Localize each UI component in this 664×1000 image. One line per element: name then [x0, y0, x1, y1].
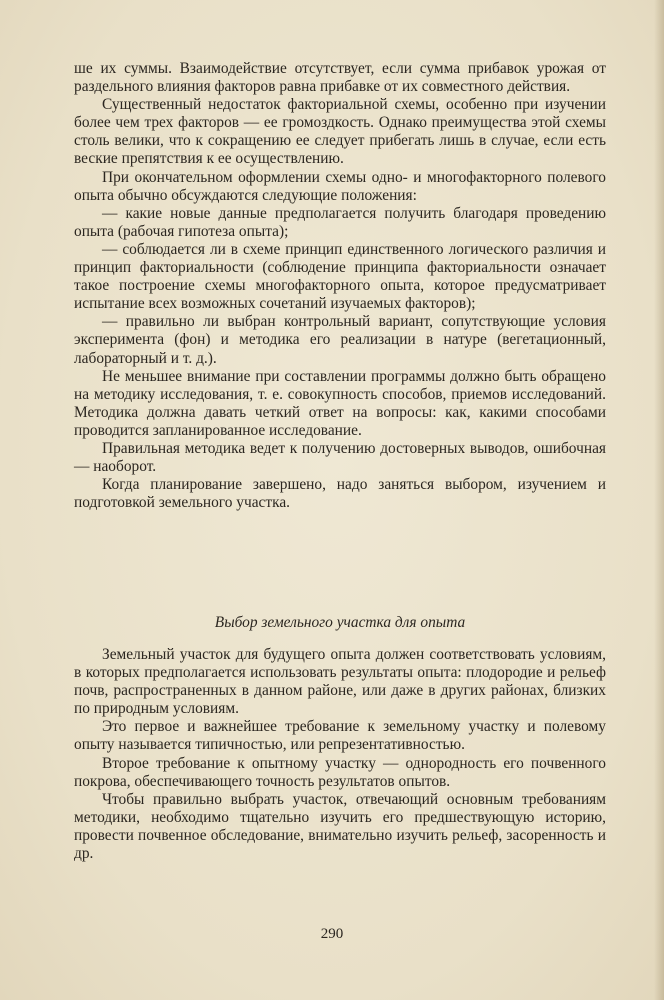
page-edge-shadow: [654, 0, 664, 1000]
list-item: — правильно ли выбран контрольный вариант, сопутствующие условия эксперимента (фон) и методика его реализации в натуре (вегетационный, лабораторный и т. д.).: [74, 313, 606, 367]
paragraph: Это первое и важнейшее требование к земельному участку и полевому опыту называется типичностью, или репрезентативностью.: [74, 718, 606, 754]
paragraph: Не меньшее внимание при составлении программы должно быть обращено на методику исследования, т. е. совокупность способов, приемов исследований. Методика должна давать четкий ответ на вопросы: как, какими способами проводится запланированное исследование.: [74, 367, 606, 439]
page-number: 290: [320, 926, 344, 942]
paragraph: Второе требование к опытному участку — однородность его почвенного покрова, обеспечивающего точность результатов опытов.: [74, 754, 606, 790]
paragraph: Существенный недостаток факториальной схемы, особенно при изучении более чем трех факторов — ее громоздкость. Однако преимущества этой схемы столь велики, что к сокращению ее следует прибегать лишь в случае, если есть веские препятствия к ее осуществлению.: [74, 96, 606, 168]
paragraph: ше их суммы. Взаимодействие отсутствует, если сумма прибавок урожая от раздельного влияния факторов равна прибавке от их совместного действия.: [74, 60, 606, 96]
list-item: — какие новые данные предполагается получить благодаря проведению опыта (рабочая гипотеза опыта);: [74, 204, 606, 240]
paragraph: Земельный участок для будущего опыта должен соответствовать условиям, в которых предполагается использовать результаты опыта: плодородие и рельеф почв, распространенных в данном районе, или даже в других районах, близких по природным условиям.: [74, 646, 606, 718]
section-heading: Выбор земельного участка для опыта: [214, 614, 466, 631]
paragraph: При окончательном оформлении схемы одно- и многофакторного полевого опыта обычно обсуждаются следующие положения:: [74, 168, 606, 204]
paragraph: Когда планирование завершено, надо заняться выбором, изучением и подготовкой земельного участка.: [74, 476, 606, 512]
body-text-bottom: [74, 646, 606, 863]
paragraph: Правильная методика ведет к получению достоверных выводов, ошибочная — наоборот.: [74, 439, 606, 476]
body-text-top: [74, 60, 606, 512]
list-item: — соблюдается ли в схеме принцип единственного логического различия и принцип факториальности (соблюдение принципа факториальности означает такое построение схемы многофакторного опыта, которое предусматривает испытание всех возможных сочетаний изучаемых факторов);: [74, 240, 606, 313]
paragraph: Чтобы правильно выбрать участок, отвечающий основным требованиям методики, необходимо тщательно изучить его предшествующую историю, провести почвенное обследование, внимательно изучить рельеф, засоренность и др.: [74, 790, 606, 863]
